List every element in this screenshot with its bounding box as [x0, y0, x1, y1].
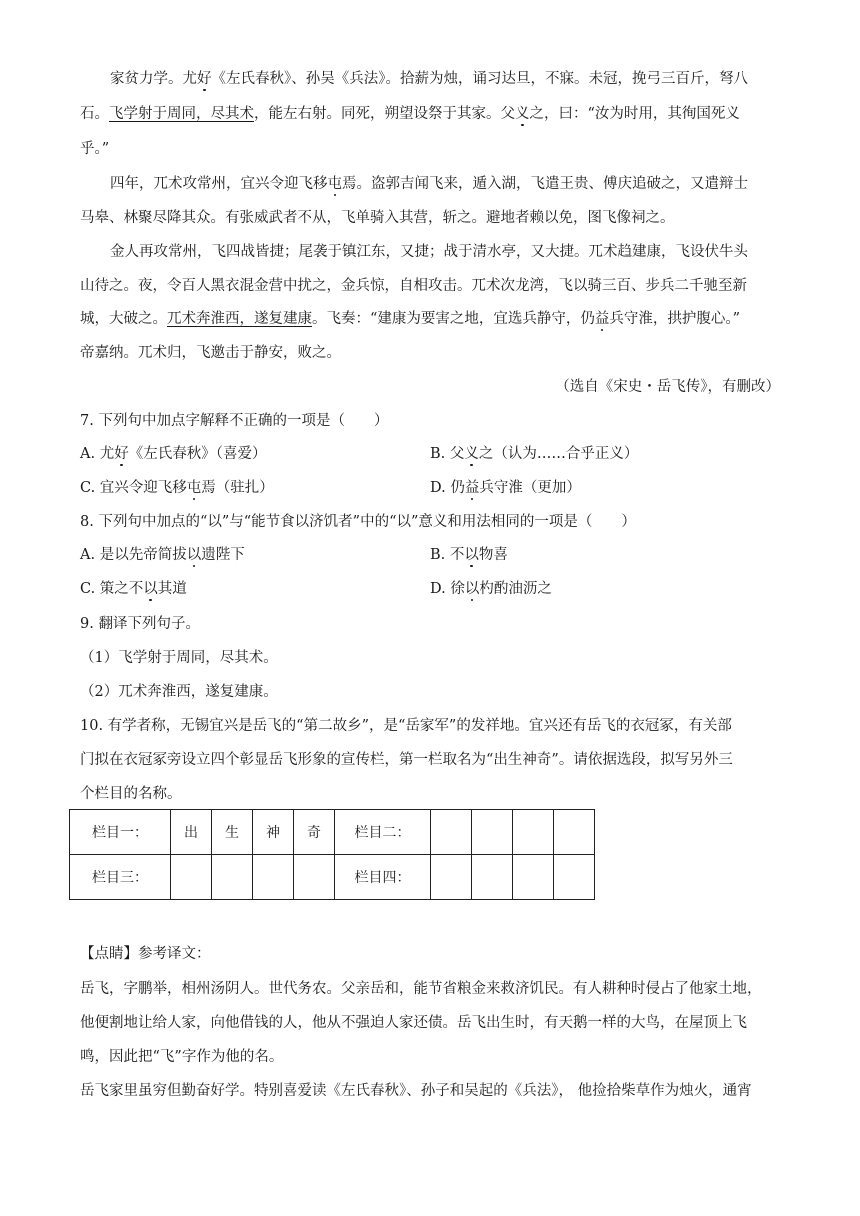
- table-answer-cell[interactable]: [431, 810, 472, 855]
- passage-line: 乎。”: [80, 141, 110, 157]
- q9-sentence-1: （1）飞学射于周同，尽其术。: [80, 650, 278, 666]
- passage-line: 四年，兀术攻常州，宜兴令迎飞移屯焉。盗郭吉闻飞来，遁入湖，飞遣王贵、傅庆追破之，又遣辩士: [110, 176, 748, 192]
- table-answer-cell[interactable]: [171, 855, 212, 900]
- passage-line: 马皋、林聚尽降其众。有张威武者不从，飞单骑入其营，斩之。避地者赖以免，图飞像祠之。: [80, 210, 675, 226]
- passage-line: 金人再攻常州，飞四战皆捷；尾袭于镇江东，又捷；战于清水亭，又大捷。兀术趋建康，飞设伏牛头: [110, 244, 748, 260]
- q8-option-a: A. 是以先帝简拔以遗陛下: [80, 547, 245, 563]
- table-label-cell: 栏目三：: [70, 855, 171, 900]
- underlined-sentence-2: 兀术奔淮西，遂复建康: [167, 311, 312, 327]
- q10-stem-line: 门拟在衣冠冢旁设立四个彰显岳飞形象的宣传栏，第一栏取名为“出生神奇”。请依据选段，拟写另外三: [80, 752, 733, 768]
- commentary-line: 岳飞，字鹏举，相州汤阴人。世代务农。父亲岳和，能节省粮金来救济饥民。有人耕种时侵占了他家土地，: [80, 981, 762, 997]
- table-label-cell: 栏目一：: [70, 810, 171, 855]
- commentary-heading: 【点睛】参考译文：: [80, 946, 211, 962]
- emphasis-dot-char: 益: [594, 311, 610, 327]
- table-row: [70, 855, 595, 900]
- table-answer-cell[interactable]: [294, 855, 335, 900]
- table-label-cell: 栏目四：: [335, 855, 431, 900]
- table-label-cell: 栏目二：: [335, 810, 431, 855]
- q9-sentence-2: （2）兀术奔淮西，遂复建康。: [80, 684, 278, 700]
- column-names-table: [69, 809, 595, 900]
- q10-stem-line: 个栏目的名称。: [80, 786, 182, 802]
- commentary-line: 他便割地让给人家，向他借钱的人，他从不强迫人家还债。岳飞出生时，有天鹅一样的大鸟，在屋顶上飞: [80, 1015, 747, 1031]
- q8-stem: 8. 下列句中加点的“以”与“能节食以济饥者”中的“以”意义和用法相同的一项是（ ）: [80, 514, 636, 530]
- passage-line: 石。飞学射于周同，尽其术，能左右射。同死，朔望设祭于其家。父义之，曰：“汝为时用，其徇国死义: [80, 106, 740, 122]
- table-char-cell: 生: [212, 810, 253, 855]
- q8-option-d: D. 徐以杓酌油沥之: [430, 581, 552, 597]
- q7-options-row-2: [80, 478, 780, 498]
- q9-stem: 9. 翻译下列句子。: [80, 616, 200, 632]
- table-char-cell: 神: [253, 810, 294, 855]
- q7-option-d: D. 仍益兵守淮（更加）: [430, 480, 581, 496]
- passage-line: 城，大破之。兀术奔淮西，遂复建康。飞奏：“建康为要害之地，宜选兵静守，仍益兵守淮，拱护腹心。”: [80, 311, 741, 327]
- commentary-line: 鸣，因此把“飞”字作为他的名。: [80, 1049, 284, 1065]
- table-answer-cell[interactable]: [431, 855, 472, 900]
- emphasis-dot-char: 屯: [327, 176, 342, 192]
- q8-option-b: B. 不以物喜: [430, 547, 508, 563]
- q8-options-row-2: [80, 579, 780, 599]
- passage-source: （选自《宋史・岳飞传》，有删改）: [555, 379, 780, 395]
- emphasis-dot-char: 义: [515, 106, 530, 122]
- table-answer-cell[interactable]: [253, 855, 294, 900]
- emphasis-dot-char: 好: [197, 71, 212, 87]
- table-answer-cell[interactable]: [472, 810, 513, 855]
- q7-option-a: A. 尤好《左氏春秋》（喜爱）: [80, 446, 267, 462]
- passage-line: 山待之。夜，令百人黑衣混金营中扰之，金兵惊，自相攻击。兀术次龙湾，飞以骑三百、步兵二千驰至新: [80, 278, 747, 294]
- q8-options-row-1: [80, 545, 780, 565]
- table-char-cell: 出: [171, 810, 212, 855]
- q10-stem-line: 10. 有学者称，无锡宜兴是岳飞的“第二故乡”，是“岳家军”的发祥地。宜兴还有岳飞的衣冠冢，有关部: [80, 718, 732, 734]
- q7-stem: 7. 下列句中加点字解释不正确的一项是（ ）: [80, 413, 389, 429]
- q7-option-b: B. 父义之（认为……合乎正义）: [430, 446, 639, 462]
- table-answer-cell[interactable]: [554, 810, 595, 855]
- table-answer-cell[interactable]: [513, 855, 554, 900]
- passage-line: 帝嘉纳。兀术归，飞邀击于静安，败之。: [80, 345, 341, 361]
- table-answer-cell[interactable]: [554, 855, 595, 900]
- table-answer-cell[interactable]: [513, 810, 554, 855]
- underlined-sentence-1: 飞学射于周同，尽其术: [109, 106, 254, 122]
- commentary-line: 岳飞家里虽穷但勤奋好学。特别喜爱读《左氏春秋》、孙子和吴起的《兵法》， 他捡拾柴草作为烛火，通宵: [80, 1083, 752, 1099]
- passage-line: 家贫力学。尤好《左氏春秋》、孙吴《兵法》。拾薪为烛，诵习达旦，不寐。未冠，挽弓三百斤，弩八: [110, 71, 748, 87]
- q7-option-c: C. 宜兴令迎飞移屯焉（驻扎）: [80, 480, 274, 496]
- table-answer-cell[interactable]: [472, 855, 513, 900]
- table-char-cell: 奇: [294, 810, 335, 855]
- q8-option-c: C. 策之不以其道: [80, 581, 187, 597]
- q7-options-row-1: [80, 444, 780, 464]
- table-answer-cell[interactable]: [212, 855, 253, 900]
- table-row: [70, 810, 595, 855]
